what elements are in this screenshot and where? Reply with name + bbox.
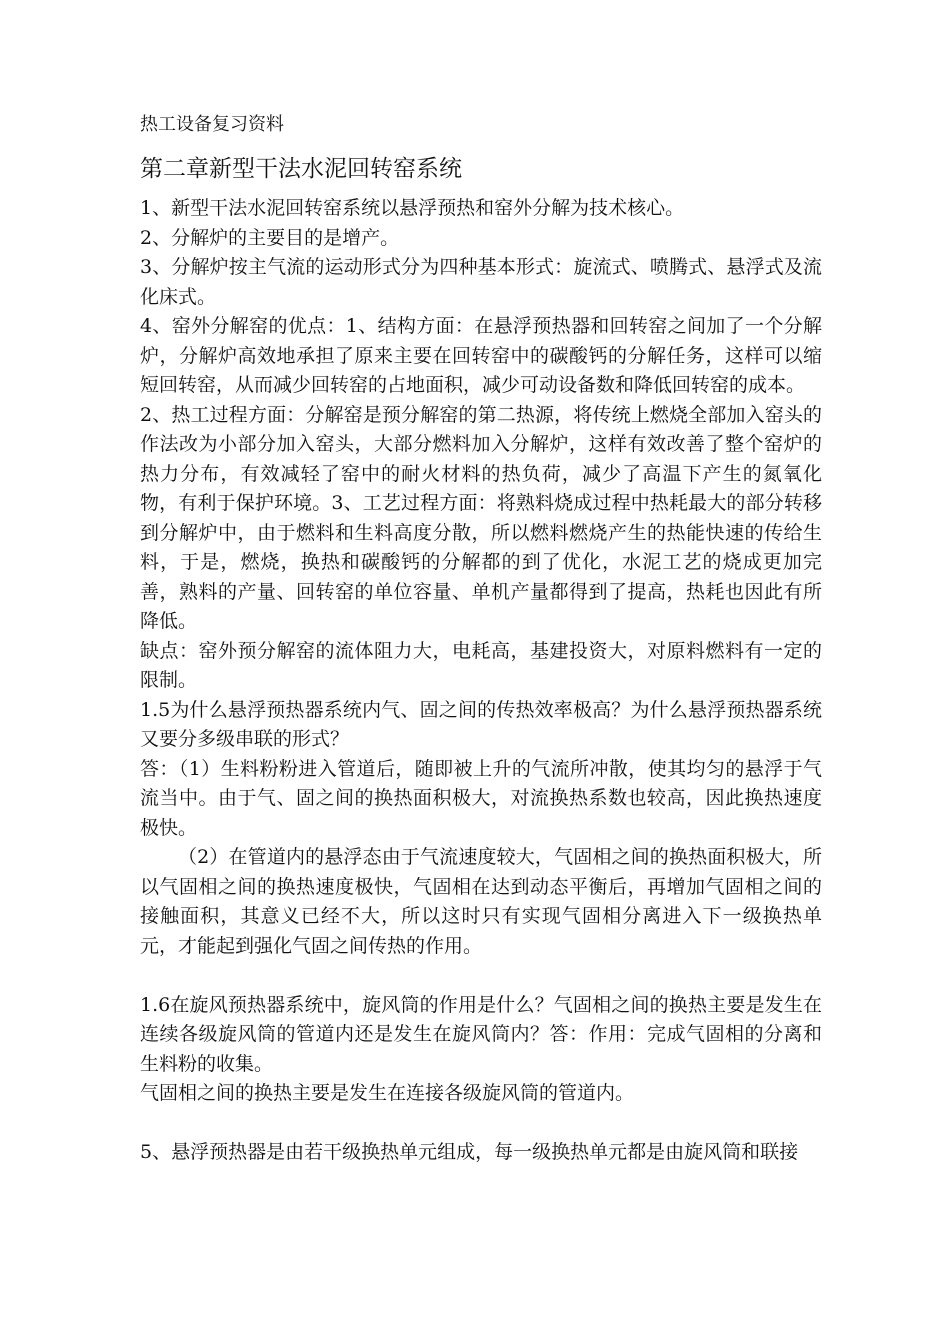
- paragraph-5: 2、热工过程方面：分解窑是预分解窑的第二热源，将传统上燃烧全部加入窑头的作法改为小部分加入窑头，大部分燃料加入分解炉，这样有效改善了整个窑炉的热力分布，有效减轻了窑中的耐火材料的热负荷，减少了高温下产生的氮氧化物，有利于保护环境。3、工艺过程方面：将熟料烧成过程中热耗最大的部分转移到分解炉中，由于燃料和生料高度分散，所以燃料燃烧产生的热能快速的传给生料，于是，燃烧，换热和碳酸钙的分解都的到了优化，水泥工艺的烧成更加完善，熟料的产量、回转窑的单位容量、单机产量都得到了提高，热耗也因此有所降低。: [140, 403, 822, 632]
- answer-1-5-part-1: 答：（1）生料粉粉进入管道后，随即被上升的气流所冲散，使其均匀的悬浮于气流当中。由于气、固之间的换热面积极大，对流换热系数也较高，因此换热速度极快。: [140, 757, 822, 839]
- paragraph-4: 4、窑外分解窑的优点：1、结构方面：在悬浮预热器和回转窑之间加了一个分解炉，分解炉高效地承担了原来主要在回转窑中的碳酸钙的分解任务，这样可以缩短回转窑，从而减少回转窑的占地面积，减少可动设备数和降低回转窑的成本。: [140, 315, 822, 396]
- paragraph-disadvantages: 缺点：窑外预分解窑的流体阻力大，电耗高，基建投资大，对原料燃料有一定的限制。: [140, 639, 822, 691]
- paragraph-2: 2、分解炉的主要目的是增产。: [140, 226, 400, 249]
- document-title: 热工设备复习资料: [140, 114, 284, 135]
- answer-1-6-continued: 气固相之间的换热主要是发生在连接各级旋风筒的管道内。: [140, 1082, 635, 1104]
- paragraph-1: 1、新型干法水泥回转窑系统以悬浮预热和窑外分解为技术核心。: [140, 197, 685, 219]
- paragraph-3: 3、分解炉按主气流的运动形式分为四种基本形式：旋流式、喷腾式、悬浮式及流化床式。: [140, 256, 822, 308]
- blank-line: [140, 961, 822, 991]
- question-1-6: 1.6在旋风预热器系统中，旋风筒的作用是什么？气固相之间的换热主要是发生在连续各级旋风筒的管道内还是发生在旋风筒内？答：作用：完成气固相的分离和生料粉的收集。: [140, 993, 822, 1075]
- answer-1-5-part-2: （2）在管道内的悬浮态由于气流速度较大，气固相之间的换热面积极大，所以气固相之间的换热速度极快，气固相在达到动态平衡后，再增加气固相之间的接触面积，其意义已经不大，所以这时只有实现气固相分离进入下一级换热单元，才能起到强化气固之间传热的作用。: [140, 846, 822, 957]
- chapter-title: 第二章新型干法水泥回转窑系统: [140, 156, 462, 182]
- blank-line: [140, 1109, 822, 1139]
- question-1-5: 1.5为什么悬浮预热器系统内气、固之间的传热效率极高？为什么悬浮预热器系统又要分多级串联的形式？: [140, 698, 822, 750]
- document-content: [140, 112, 822, 1168]
- paragraph-item-5: 5、悬浮预热器是由若干级换热单元组成，每一级换热单元都是由旋风筒和联接: [140, 1141, 799, 1163]
